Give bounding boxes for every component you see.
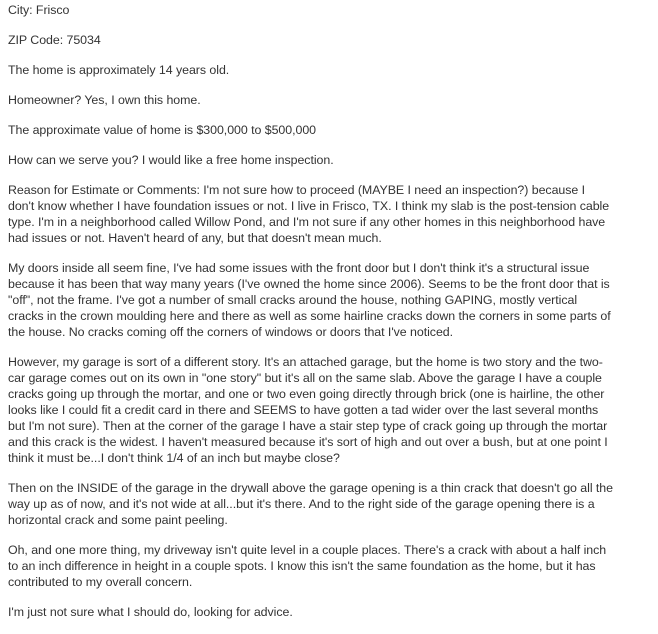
paragraph-line: "off", not the frame. I've got a number of small cracks around the house, nothing GAPING, mostly vertical [8, 293, 578, 307]
paragraph-line: contributed to my overall concern. [8, 575, 193, 589]
paragraph-line: looks like I could fit a credit card in there and SEEMS to have gotten a tad wider over the last several months [8, 403, 599, 417]
city-text: City: Frisco [8, 3, 70, 17]
doors-paragraph [8, 260, 654, 340]
homeowner-text: Homeowner? Yes, I own this home. [8, 93, 201, 107]
serve-line [8, 152, 654, 168]
paragraph-line: My doors inside all seem fine, I've had some issues with the front door but I don't think it's a structural issue [8, 261, 590, 275]
paragraph-line: way up as of now, and it's not wide at all...but it's there. And to the right side of the garage opening there is a [8, 497, 595, 511]
paragraph-line: but I'm not sure). Then at the corner of the garage I have a stair step type of crack going up through the mortar [8, 419, 608, 433]
paragraph-line: cracks in the crown moulding here and there as well as some hairline cracks down the corners in some parts of [8, 309, 611, 323]
home-age-text: The home is approximately 14 years old. [8, 63, 230, 77]
closing-paragraph [8, 604, 654, 620]
zip-text: ZIP Code: 75034 [8, 33, 101, 47]
paragraph-line: horizontal crack and some paint peeling. [8, 513, 228, 527]
garage-paragraph [8, 354, 654, 466]
comments-paragraph [8, 182, 654, 246]
paragraph-line: cracks going up through the mortar, and one or two even going directly through brick (one is hairline, the other [8, 387, 605, 401]
paragraph-line: car garage comes out on its own in "one story" but it's all on the same slab. Above the garage I have a couple [8, 371, 602, 385]
homeowner-line [8, 92, 654, 108]
inquiry-document [8, 0, 654, 634]
serve-text: How can we serve you? I would like a free home inspection. [8, 153, 334, 167]
paragraph-line: to an inch difference in height in a couple spots. I know this isn't the same foundation as the home, but it has [8, 559, 596, 573]
paragraph-line: Reason for Estimate or Comments: I'm not sure how to proceed (MAYBE I need an inspection?) because I [8, 183, 586, 197]
paragraph-line: Oh, and one more thing, my driveway isn't quite level in a couple places. There's a crack with about a half inch [8, 543, 607, 557]
paragraph-line: type. I'm in a neighborhood called Willow Pond, and I'm not sure if any other homes in this neighborhood have [8, 215, 606, 229]
paragraph-line: because it has been that way many years (I've owned the home since 2006). Seems to be the front door that is [8, 277, 610, 291]
zip-line [8, 32, 654, 48]
paragraph-line: However, my garage is sort of a different story. It's an attached garage, but the home is two story and the two- [8, 355, 603, 369]
paragraph-line: had issues or not. Haven't heard of any, but that doesn't mean much. [8, 231, 382, 245]
home-value-text: The approximate value of home is $300,000 to $500,000 [8, 123, 317, 137]
paragraph-line: think it must be...I don't think 1/4 of an inch but maybe close? [8, 451, 340, 465]
paragraph-line: Then on the INSIDE of the garage in the drywall above the garage opening is a thin crack that doesn't go all the [8, 481, 613, 495]
paragraph-line: don't know whether I have foundation issues or not. I live in Frisco, TX. I think my slab is the post-tension cable [8, 199, 610, 213]
home-age-line [8, 62, 654, 78]
paragraph-line: the house. No cracks coming off the corners of windows or doors that I've noticed. [8, 325, 454, 339]
home-value-line [8, 122, 654, 138]
paragraph-line: I'm just not sure what I should do, looking for advice. [8, 605, 293, 619]
garage-inside-paragraph [8, 480, 654, 528]
driveway-paragraph [8, 542, 654, 590]
paragraph-line: and this crack is the widest. I haven't measured because it's sort of high and out over a bush, but at one point I [8, 435, 608, 449]
city-line [8, 2, 654, 18]
